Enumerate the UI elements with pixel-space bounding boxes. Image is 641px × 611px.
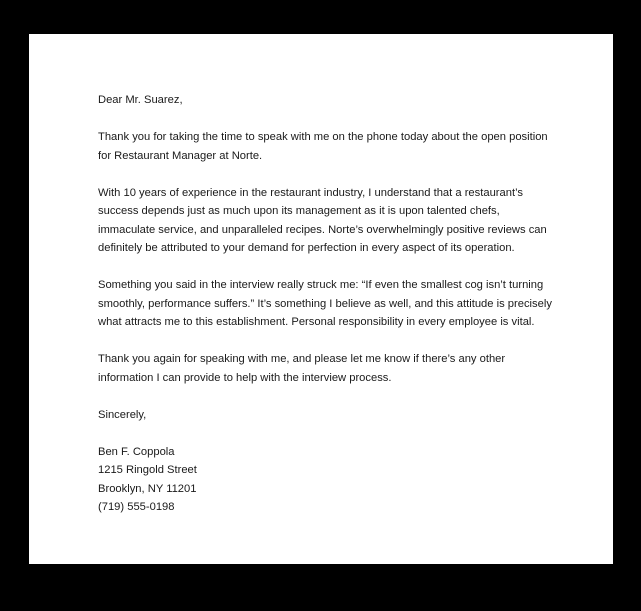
paragraph-interview-quote: Something you said in the interview really struck me: “If even the smallest cog isn’t turning smoothly, performance suffers.” It’s something I believe as well, and this attitude is precisely what attracts me to this establishment. Personal responsibility in every employee is vital.	[98, 279, 552, 328]
paragraph-experience: With 10 years of experience in the restaurant industry, I understand that a restaurant’s success depends just as much upon its management as it is upon talented chefs, immaculate service, and unparalleled recipes. Norte’s overwhelmingly positive reviews can definitely be attributed to your demand for perfection in every aspect of its operation.	[98, 186, 547, 254]
salutation: Dear Mr. Suarez,	[98, 94, 183, 106]
closing: Sincerely,	[98, 408, 147, 421]
signature-city: Brooklyn, NY 11201	[98, 482, 197, 495]
paragraph-intro: Thank you for taking the time to speak with me on the phone today about the open position for Restaurant Manager at Norte.	[98, 131, 548, 162]
letter-body	[98, 91, 558, 517]
signature-phone: (719) 555-0198	[98, 501, 175, 513]
document-page	[29, 34, 613, 564]
signature-street: 1215 Ringold Street	[98, 464, 197, 476]
signature-name: Ben F. Coppola	[98, 445, 175, 458]
paragraph-thanks: Thank you again for speaking with me, and please let me know if there’s any other information I can provide to help with the interview process.	[98, 353, 506, 384]
signature-block	[98, 443, 558, 517]
